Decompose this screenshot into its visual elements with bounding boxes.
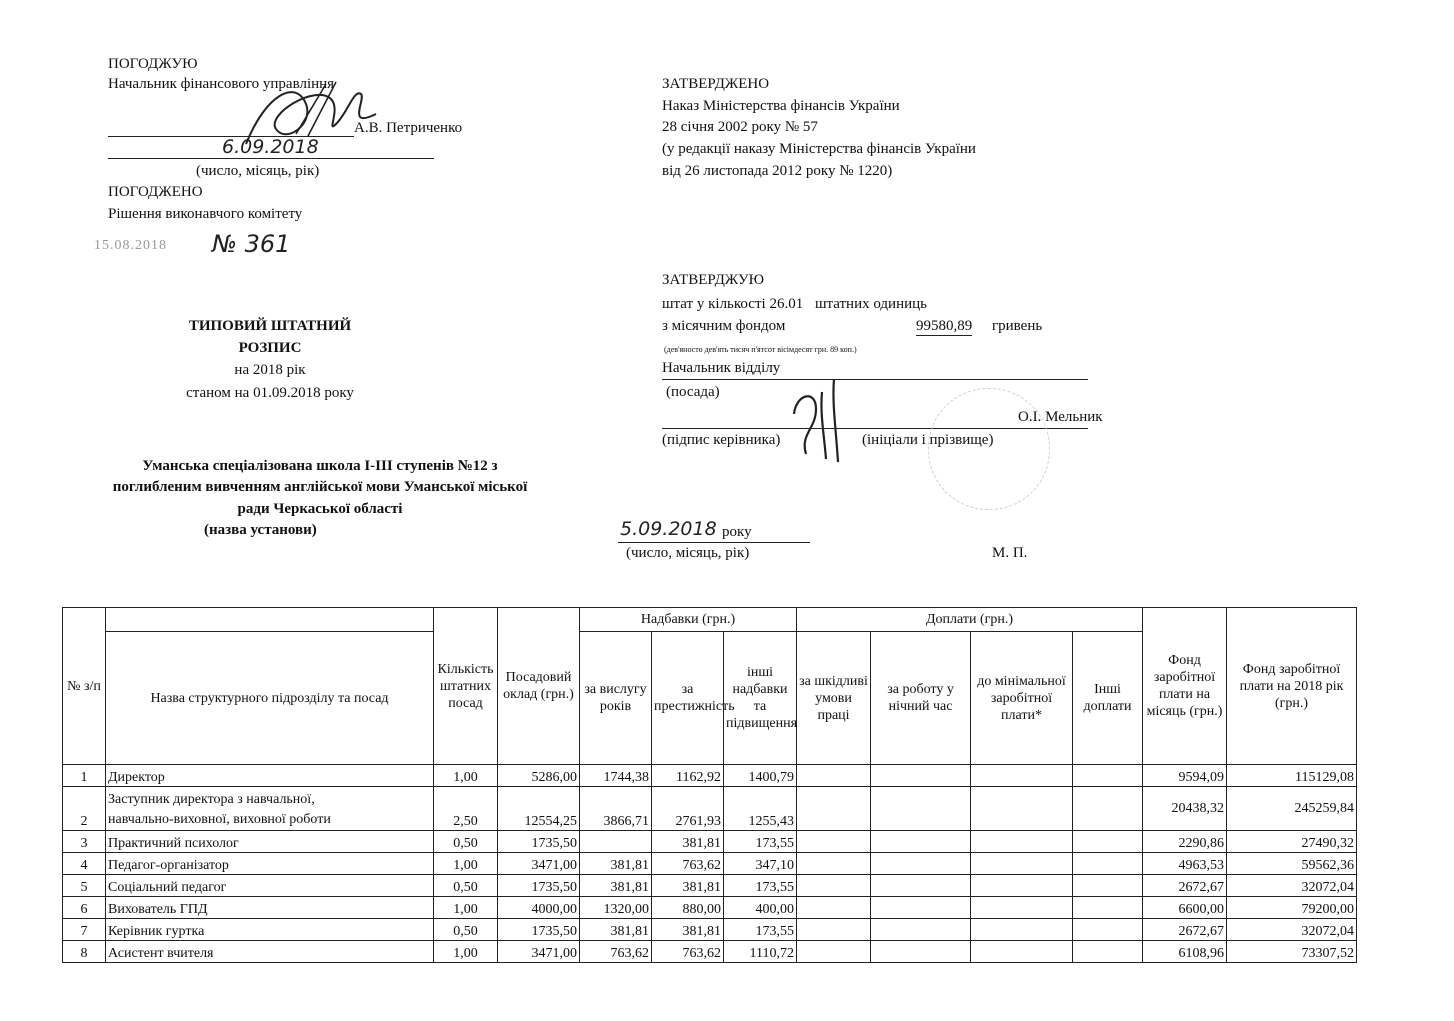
order-line4: від 26 листопада 2012 року № 1220) [662,163,893,179]
signature-melnyk [786,374,856,464]
fund-value: 99580,89 [916,318,973,334]
agreed-label: ПОГОДЖУЮ [108,56,198,72]
th-bonus-other: інші надбавки та підвищення [724,632,797,765]
position-caption: (посада) [666,384,720,400]
row2-name-line2: навчально-виховної, виховної роботи [108,812,331,827]
th-extra-harmful: за шкідливі умови праці [797,632,871,765]
agreed2-label: ПОГОДЖЕНО [108,184,203,200]
decision-stamp-date: 15.08.2018 [94,238,167,253]
institution-caption: (назва установи) [204,522,317,538]
approve-label: ЗАТВЕРДЖУЮ [662,272,765,288]
fund-in-words: (дев'яносто дев'ять тисяч п'ятсот вісімдесят грн. 89 коп.) [664,345,857,354]
order-line3: (у редакції наказу Міністерства фінансів України [662,141,976,157]
finance-date-caption: (число, місяць, рік) [196,163,320,179]
institution-line2: поглибленим вивченням англійської мови Уманської міської [112,479,528,495]
th-fund-year: Фонд заробітної плати на 2018 рік (грн.) [1227,608,1357,765]
table-row: 2 Заступник директора з навчальної, навчально-виховної, виховної роботи 2,50 12554,25 3866,71 2761,93 1255,43 20438,32 245259,84 [63,787,1357,831]
th-num: № з/п [63,608,106,765]
fund-suffix: гривень [992,318,1043,334]
finance-head-signer: А.В. Петриченко [354,120,463,136]
decision-number: № 361 [212,230,291,258]
th-bonus-years: за вислугу років [580,632,652,765]
th-extras-group: Доплати (грн.) [797,608,1143,632]
order-line2: 28 січня 2002 року № 57 [662,119,818,135]
approve-date-suffix: року [722,524,752,540]
approve-date-handwritten: 5.09.2018 [620,518,717,540]
institution-line1: Уманська спеціалізована школа І-ІІІ ступенів №12 з [142,458,498,474]
table-row: 8 Асистент вчителя 1,00 3471,00 763,62 763,62 1110,72 6108,96 73307,52 [63,941,1357,963]
signature-caption: (підпис керівника) [662,432,781,448]
staff-suffix: штатних одиниць [814,296,928,312]
name-caption: (ініціали і прізвище) [862,432,994,448]
finance-head-position: Начальник фінансового управління [108,76,335,92]
th-salary: Посадовий оклад (грн.) [498,608,580,765]
th-name: Назва структурного підрозділу та посад [106,632,434,765]
approver-position: Начальник відділу [662,360,781,376]
table-row: 6 Вихователь ГПД 1,00 4000,00 1320,00 880,00 400,00 6600,00 79200,00 [63,897,1357,919]
th-count: Кількість штатних посад [434,608,498,765]
doc-year: на 2018 рік [234,362,306,378]
fund-prefix: з місячним фондом [662,318,786,334]
th-extra-night: за роботу у нічний час [871,632,971,765]
table-row: 4 Педагог-організатор 1,00 3471,00 381,81 763,62 347,10 4963,53 59562,36 [63,853,1357,875]
doc-as-of: станом на 01.09.2018 року [186,385,354,401]
staff-prefix: штат у кількості [662,296,766,312]
seal-caption: М. П. [992,545,1028,561]
table-row: 5 Соціальний педагог 0,50 1735,50 381,81 381,81 173,55 2672,67 32072,04 [63,875,1357,897]
doc-title-line1: ТИПОВИЙ ШТАТНИЙ [188,318,352,334]
institution-line3: ради Черкаської області [237,501,403,517]
doc-title-line2: РОЗПИС [238,340,302,356]
row2-name-line1: Заступник директора з навчальної, [108,792,315,807]
staff-count: 26.01 [769,296,804,312]
table-row: 1 Директор 1,00 5286,00 1744,38 1162,92 1400,79 9594,09 115129,08 [63,765,1357,787]
official-seal [928,388,1050,510]
staff-count-line [662,296,927,313]
th-extra-other: Інші доплати [1073,632,1143,765]
approve-date-caption: (число, місяць, рік) [626,545,750,561]
approved-label: ЗАТВЕРДЖЕНО [662,76,770,92]
th-fund-month: Фонд заробітної плати на місяць (грн.) [1143,608,1227,765]
table-row: 7 Керівник гуртка 0,50 1735,50 381,81 381,81 173,55 2672,67 32072,04 [63,919,1357,941]
th-bonuses-group: Надбавки (грн.) [580,608,797,632]
finance-date-handwritten: 6.09.2018 [222,136,319,158]
th-extra-min: до мінімальної заробітної плати* [971,632,1073,765]
approver-signer: О.І. Мельник [1018,409,1103,425]
th-bonus-prestige: за престижність [652,632,724,765]
table-row: 3 Практичний психолог 0,50 1735,50 381,81 173,55 2290,86 27490,32 [63,831,1357,853]
order-line1: Наказ Міністерства фінансів України [662,98,900,114]
staff-table [62,607,1357,963]
executive-decision: Рішення виконавчого комітету [108,206,303,222]
